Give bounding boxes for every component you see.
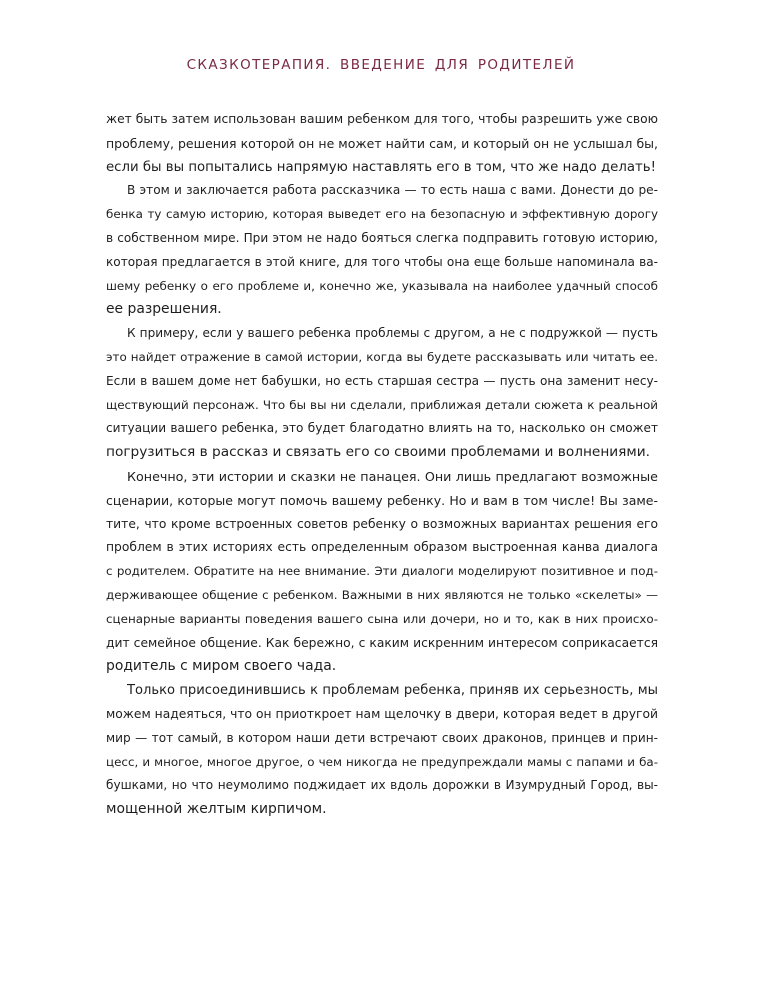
text-line: Конечно, эти истории и сказки не панацея. Они лишь предлагают возможные [127,468,658,484]
text-line: жет быть затем использован вашим ребенком для того, чтобы разрешить уже свою [106,112,658,126]
text-line: Только присоединившись к проблемам ребенка, приняв их серьезность, мы [127,683,658,699]
text-line: сценарии, которые могут помочь вашему ребенку. Но и вам в том числе! Вы заме- [106,492,658,508]
text-line: ществующий персонаж. Что бы вы ни сделали, приближая детали сюжета к реальной [106,397,658,412]
text-line: бушками, но что неумолимо поджидает их вдоль дорожки в Изумрудный Город, вы- [106,778,658,793]
text-line: ситуации вашего ребенка, это будет благодатно влиять на то, насколько он сможет [106,421,658,436]
text-line: погрузиться в рассказ и связать его со своими проблемами и волнениями. [106,444,650,461]
text-line: проблему, решения которой он не может найти сам, и который он не услышал бы, [106,135,658,151]
text-line: В этом и заключается работа рассказчика — то есть наша с вами. Донести до ре- [127,183,658,198]
text-line: проблем в этих историях есть определенным образом выстроенная канва диалога [106,540,658,555]
text-line: это найдет отражение в самой истории, когда вы будете рассказывать или читать ее. [106,349,658,364]
text-line: цесс, и многое, многое другое, о чем никогда не предупреждали мамы с папами и ба- [106,754,658,769]
text-line: родитель с миром своего чада. [106,658,337,675]
text-line: К примеру, если у вашего ребенка проблемы с другом, а не с подружкой — пусть [127,326,658,341]
text-line: если бы вы попытались напрямую наставлять его в том, что же надо делать! [106,159,656,175]
text-line: в собственном мире. При этом не надо бояться слегка подправить готовую историю, [106,230,658,245]
text-line: которая предлагается в этой книге, для того чтобы она еще больше напоминала ва- [106,254,658,269]
text-line: бенка ту самую историю, которая выведет его на безопасную и эффективную дорогу [106,207,658,222]
text-line: шему ребенку о его проблеме и, конечно же, указывала на наиболее удачный способ [106,278,658,293]
text-line: мощенной желтым кирпичом. [106,801,327,818]
text-line: мир — тот самый, в котором наши дети встречают своих драконов, принцев и прин- [106,730,658,745]
running-header: СКАЗКОТЕРАПИЯ. ВВЕДЕНИЕ ДЛЯ РОДИТЕЛЕЙ [186,57,576,73]
text-line: дит семейное общение. Как бережно, с каким искренним интересом соприкасается [106,635,658,650]
text-line: сценарные варианты поведения вашего сына или дочери, но и то, как в них происхо- [106,611,658,626]
page-body-text [106,108,658,822]
text-line: с родителем. Обратите на нее внимание. Эти диалоги моделируют позитивное и под- [106,564,658,579]
text-line: держивающее общение с ребенком. Важными в них являются не только «скелеты» — [106,587,658,602]
text-line: ее разрешения. [106,301,222,318]
text-line: можем надеяться, что он приоткроет нам щелочку в двери, которая ведет в другой [106,706,658,721]
text-line: тите, что кроме встроенных советов ребенку о возможных вариантах решения его [106,516,658,531]
text-line: Если в вашем доме нет бабушки, но есть старшая сестра — пусть она заменит несу- [106,373,658,388]
